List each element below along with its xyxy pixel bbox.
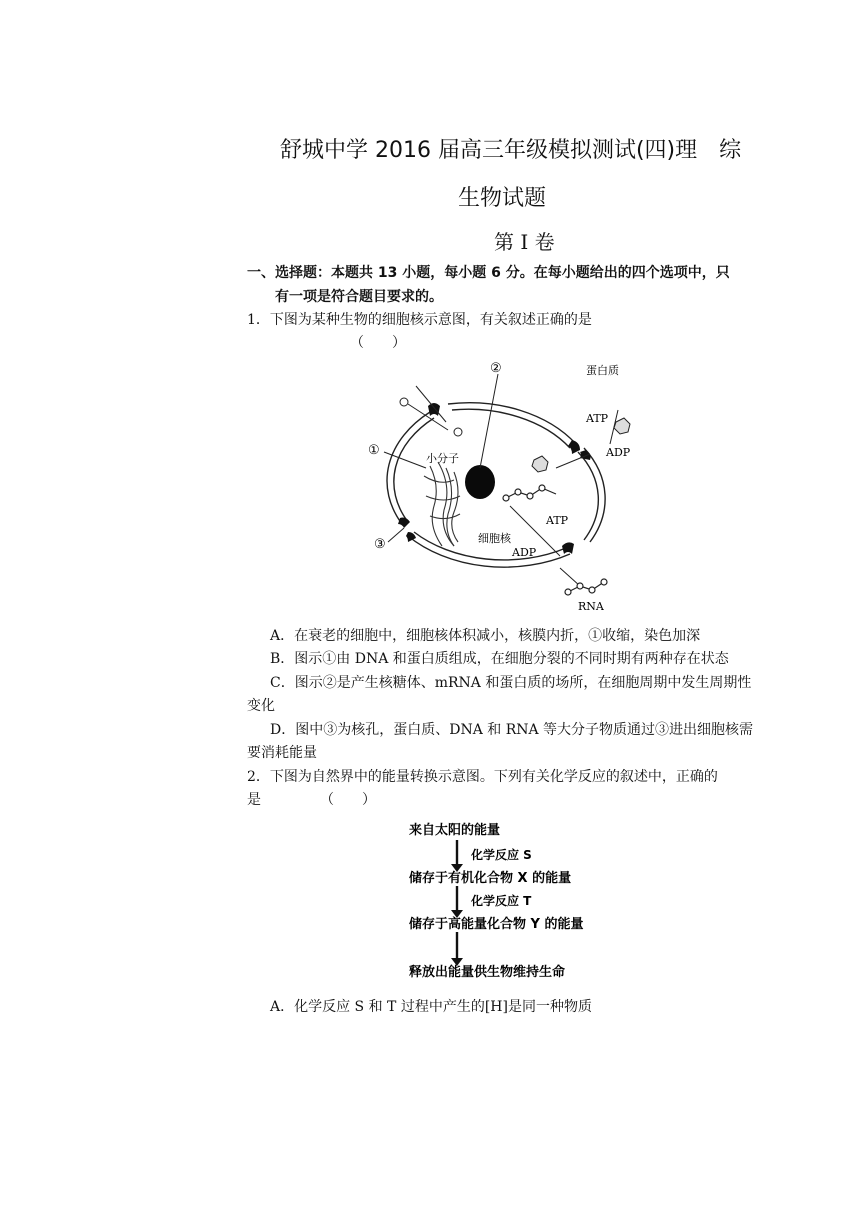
energy-flow-diagram	[405, 818, 605, 984]
label-adp-bottom: ADP	[512, 546, 537, 559]
flow-step-sun-energy: 来自太阳的能量	[409, 823, 501, 838]
label-protein: 蛋白质	[586, 364, 619, 377]
label-3: ③	[374, 537, 386, 552]
question-2-option-a: A．化学反应 S 和 T 过程中产生的[H]是同一种物质	[270, 999, 592, 1015]
question-1-option-a: A．在衰老的细胞中，细胞核体积减小，核膜内折，①收缩，染色加深	[270, 628, 701, 644]
question-1-option-b: B．图示①由 DNA 和蛋白质组成，在细胞分裂的不同时期有两种存在状态	[270, 651, 729, 667]
question-2-stem-cont: 是	[247, 792, 261, 808]
flow-step-release: 释放出能量供生物维持生命	[409, 965, 566, 980]
label-2: ②	[490, 361, 502, 376]
question-1-blank: （ ）	[350, 335, 406, 351]
question-2-stem: 2．下图为自然界中的能量转换示意图。下列有关化学反应的叙述中，正确的	[247, 769, 718, 785]
label-nucleus: 细胞核	[478, 532, 511, 545]
label-1: ①	[368, 443, 380, 458]
volume-heading: 第 I 卷	[494, 230, 555, 254]
label-atp-top: ATP	[586, 412, 609, 425]
flow-step-high-energy-y: 储存于高能量化合物 Y 的能量	[409, 917, 584, 932]
flow-reaction-t: 化学反应 T	[471, 894, 532, 908]
label-atp-bottom: ATP	[546, 514, 569, 527]
section-instruction-cont: 有一项是符合题目要求的。	[275, 289, 443, 305]
question-2-blank: （ ）	[320, 792, 376, 808]
flow-reaction-s: 化学反应 S	[471, 848, 532, 862]
nucleus-diagram	[360, 356, 650, 618]
question-1-stem: 1．下图为某种生物的细胞核示意图，有关叙述正确的是	[247, 312, 592, 328]
flow-step-organic-x: 储存于有机化合物 X 的能量	[409, 871, 572, 886]
question-1-option-d: D．图中③为核孔，蛋白质、DNA 和 RNA 等大分子物质通过③进出细胞核需	[270, 722, 754, 738]
page-title: 舒城中学 2016 届高三年级模拟测试(四)理 综	[280, 138, 742, 163]
nucleolus-shape	[465, 465, 495, 499]
section-instruction: 一、选择题：本题共 13 小题，每小题 6 分。在每小题给出的四个选项中，只	[247, 265, 730, 281]
label-adp-top: ADP	[606, 446, 631, 459]
question-1-option-c: C．图示②是产生核糖体、mRNA 和蛋白质的场所，在细胞周期中发生周期性	[270, 675, 752, 691]
question-1-option-d-cont: 要消耗能量	[247, 745, 317, 761]
question-1-option-c-cont: 变化	[247, 698, 275, 714]
label-rna: RNA	[578, 600, 604, 613]
label-small-molecule: 小分子	[426, 452, 459, 465]
subject-title: 生物试题	[458, 186, 547, 211]
